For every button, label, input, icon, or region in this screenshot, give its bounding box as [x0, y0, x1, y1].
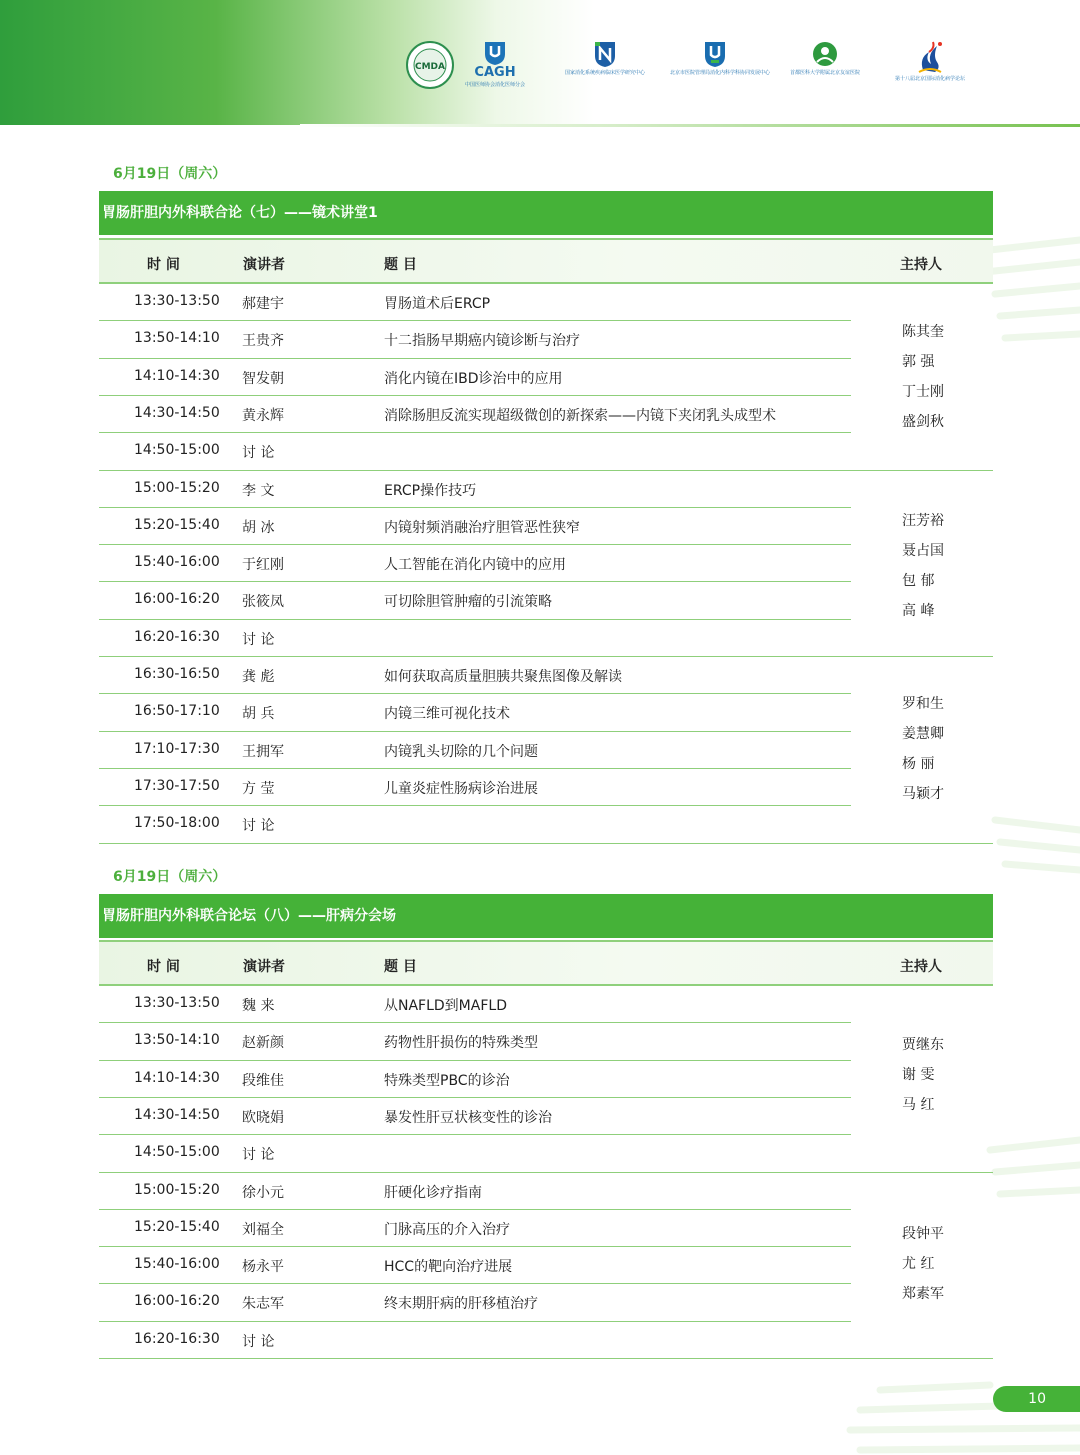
- row-speaker: 欧晓娟: [242, 1109, 284, 1126]
- page-number: 10: [993, 1386, 1080, 1412]
- row-speaker: 方 莹: [242, 780, 275, 797]
- row-speaker: 王贵齐: [242, 333, 284, 350]
- row-time: 13:50-14:10: [134, 330, 220, 347]
- col-time-header: 时 间: [147, 959, 180, 975]
- logo-cagh-caption: 中国医师协会消化医师分会: [464, 82, 525, 88]
- row-topic: 从NAFLD到MAFLD: [384, 998, 507, 1014]
- row-time: 13:50-14:10: [134, 1032, 220, 1049]
- host-name: 高 峰: [902, 603, 935, 619]
- logo-beijing-bureau-caption: 北京市医院管理局消化内科学科协同发展中心: [670, 70, 771, 76]
- row-speaker: 郝建宇: [242, 296, 284, 312]
- table-row: [99, 1135, 851, 1172]
- table-row: [99, 1098, 851, 1135]
- row-topic: 内镜射频消融治疗胆管恶性狭窄: [384, 519, 580, 536]
- row-speaker: 胡 兵: [242, 706, 275, 723]
- row-speaker: 于红刚: [242, 557, 284, 574]
- row-time: 15:20-15:40: [134, 1218, 220, 1235]
- session-2-date: 6月19日（周六）: [113, 869, 227, 885]
- table-row: [99, 545, 851, 582]
- row-speaker: 刘福全: [242, 1221, 284, 1238]
- logo-national-center: [560, 40, 650, 104]
- row-time: 13:30-13:50: [134, 995, 220, 1011]
- header-divider: [300, 124, 1080, 127]
- session-1-hosts-group-2: [902, 506, 944, 626]
- row-time: 16:20-16:30: [134, 1330, 220, 1347]
- host-name: 贾继东: [902, 1037, 944, 1053]
- row-time: 15:00-15:20: [134, 1181, 220, 1198]
- table-row: [99, 1247, 851, 1284]
- row-topic: 终末期肝病的肝移植治疗: [384, 1296, 538, 1313]
- row-time: 15:40-16:00: [134, 554, 220, 571]
- col-topic-header: 题 目: [384, 257, 417, 273]
- table-row: [99, 769, 851, 806]
- table-row: [99, 359, 851, 396]
- row-time: 17:50-18:00: [134, 815, 220, 832]
- col-time-header: 时 间: [147, 257, 180, 273]
- row-time: 16:00-16:20: [134, 591, 220, 608]
- sponsor-logos: [385, 40, 975, 104]
- row-topic: 如何获取高质量胆胰共聚焦图像及解读: [384, 669, 622, 685]
- table-row: [99, 1210, 851, 1247]
- row-topic: 门脉高压的介入治疗: [384, 1221, 510, 1238]
- host-name: 郭 强: [902, 354, 935, 370]
- row-divider: [99, 1358, 993, 1359]
- row-speaker: 龚 彪: [242, 669, 275, 685]
- row-speaker: 讨 论: [242, 818, 275, 835]
- table-row: [99, 1023, 851, 1060]
- row-time: 16:50-17:10: [134, 703, 220, 720]
- table-row: [99, 582, 851, 619]
- logo-cagh-name: CAGH: [474, 65, 516, 80]
- row-speaker: 魏 来: [242, 998, 275, 1014]
- col-topic-header: 题 目: [384, 959, 417, 975]
- logo-cagh: [450, 40, 540, 104]
- logo-friendship-hospital-caption: 首都医科大学附属北京友谊医院: [789, 70, 860, 76]
- host-name: 丁士刚: [902, 384, 944, 400]
- row-topic: 可切除胆管肿瘤的引流策略: [384, 594, 552, 611]
- table-row: [99, 657, 851, 694]
- table-row: [99, 620, 851, 657]
- row-topic: ERCP操作技巧: [384, 482, 477, 499]
- row-time: 17:30-17:50: [134, 777, 220, 794]
- session-1-header-row: [99, 238, 993, 284]
- table-row: [99, 732, 851, 769]
- row-topic: 十二指肠早期癌内镜诊断与治疗: [384, 333, 580, 350]
- row-speaker: 讨 论: [242, 1333, 275, 1350]
- logo-biddf-caption: 第十八届北京国际消化病学论坛: [894, 76, 965, 82]
- table-row: [99, 806, 851, 843]
- logo-beijing-bureau: [670, 40, 771, 104]
- cagh-shield-icon: [482, 40, 508, 66]
- row-topic: 人工智能在消化内镜中的应用: [384, 557, 566, 574]
- table-row: [99, 433, 851, 470]
- table-row: [99, 694, 851, 731]
- row-topic: 儿童炎症性肠病诊治进展: [384, 780, 538, 797]
- row-topic: 胃肠道术后ERCP: [384, 296, 491, 312]
- session-2-hosts-group-2: [902, 1219, 944, 1309]
- row-topic: 特殊类型PBC的诊治: [384, 1072, 510, 1089]
- host-name: 杨 丽: [902, 756, 935, 772]
- table-row: [99, 1061, 851, 1098]
- row-time: 14:10-14:30: [134, 1069, 220, 1086]
- row-speaker: 智发朝: [242, 370, 284, 387]
- row-time: 15:20-15:40: [134, 516, 220, 533]
- cmda-emblem-icon: [405, 40, 455, 90]
- host-name: 马颖才: [902, 786, 944, 802]
- row-topic: 消除肠胆反流实现超级微创的新探索——内镜下夹闭乳头成型术: [384, 407, 776, 424]
- row-topic: HCC的靶向治疗进展: [384, 1259, 513, 1276]
- row-speaker: 讨 论: [242, 631, 275, 648]
- table-row: [99, 471, 851, 508]
- row-time: 16:20-16:30: [134, 628, 220, 645]
- row-time: 14:30-14:50: [134, 404, 220, 421]
- row-speaker: 胡 冰: [242, 519, 275, 536]
- host-name: 汪芳裕: [902, 513, 944, 529]
- table-row: [99, 1322, 851, 1359]
- row-speaker: 李 文: [242, 482, 275, 499]
- row-speaker: 赵新颜: [242, 1035, 284, 1052]
- logo-cmda-name: CMDA: [415, 62, 445, 72]
- host-name: 包 郁: [902, 573, 935, 589]
- table-row: [99, 1173, 851, 1210]
- row-speaker: 徐小元: [242, 1184, 284, 1201]
- table-row: [99, 396, 851, 433]
- logo-biddf: [885, 40, 975, 104]
- host-name: 郑素军: [902, 1286, 944, 1302]
- row-time: 14:10-14:30: [134, 367, 220, 384]
- table-row: [99, 986, 851, 1023]
- col-host-header: 主持人: [900, 959, 942, 975]
- host-name: 罗和生: [902, 696, 944, 712]
- logo-friendship-hospital: [780, 40, 870, 104]
- row-speaker: 杨永平: [242, 1259, 284, 1276]
- col-speaker-header: 演讲者: [243, 959, 285, 975]
- row-topic: 肝硬化诊疗指南: [384, 1184, 482, 1201]
- host-name: 尤 红: [902, 1256, 935, 1272]
- host-name: 陈其奎: [902, 324, 944, 340]
- table-row: [99, 1284, 851, 1321]
- row-time: 16:00-16:20: [134, 1293, 220, 1310]
- host-name: 盛剑秋: [902, 414, 944, 430]
- table-row: [99, 508, 851, 545]
- row-speaker: 王拥军: [242, 743, 284, 760]
- session-1-date: 6月19日（周六）: [113, 166, 227, 182]
- row-divider: [99, 843, 993, 844]
- row-time: 15:00-15:20: [134, 479, 220, 496]
- row-time: 13:30-13:50: [134, 293, 220, 309]
- session-2-hosts-group-1: [902, 1030, 944, 1120]
- row-speaker: 黄永辉: [242, 407, 284, 424]
- row-speaker: 段维佳: [242, 1072, 284, 1089]
- row-topic: 消化内镜在IBD诊治中的应用: [384, 370, 563, 387]
- biddf-flame-icon: [915, 40, 945, 74]
- host-name: 谢 雯: [902, 1067, 935, 1083]
- national-center-n-icon: [592, 40, 618, 68]
- session-1-hosts-group-3: [902, 689, 944, 809]
- row-time: 14:50-15:00: [134, 1144, 220, 1161]
- row-time: 14:30-14:50: [134, 1106, 220, 1123]
- row-topic: 内镜乳头切除的几个问题: [384, 743, 538, 760]
- beijing-bureau-shield-icon: [702, 40, 728, 68]
- session-1-title: 胃肠肝胆内外科联合论（七）——镜术讲堂1: [99, 191, 993, 235]
- session-2-header-row: [99, 940, 993, 986]
- host-name: 段钟平: [902, 1226, 944, 1242]
- table-row: [99, 284, 851, 321]
- host-name: 聂占国: [902, 543, 944, 559]
- row-topic: 药物性肝损伤的特殊类型: [384, 1035, 538, 1052]
- row-time: 14:50-15:00: [134, 442, 220, 459]
- logo-national-center-caption: 国家消化系统疾病临床医学研究中心: [564, 70, 645, 76]
- row-speaker: 讨 论: [242, 445, 275, 462]
- session-1-hosts-group-1: [902, 317, 944, 437]
- row-speaker: 张筱凤: [242, 594, 284, 611]
- row-speaker: 讨 论: [242, 1147, 275, 1164]
- table-row: [99, 321, 851, 358]
- col-speaker-header: 演讲者: [243, 257, 285, 273]
- col-host-header: 主持人: [900, 257, 942, 273]
- row-time: 17:10-17:30: [134, 740, 220, 757]
- host-name: 姜慧卿: [902, 726, 944, 742]
- row-speaker: 朱志军: [242, 1296, 284, 1313]
- row-time: 15:40-16:00: [134, 1256, 220, 1273]
- friendship-hospital-icon: [811, 40, 839, 68]
- session-2-title: 胃肠肝胆内外科联合论坛（八）——肝病分会场: [99, 894, 993, 938]
- row-time: 16:30-16:50: [134, 666, 220, 682]
- row-topic: 暴发性肝豆状核变性的诊治: [384, 1109, 552, 1126]
- host-name: 马 红: [902, 1097, 935, 1113]
- row-topic: 内镜三维可视化技术: [384, 706, 510, 723]
